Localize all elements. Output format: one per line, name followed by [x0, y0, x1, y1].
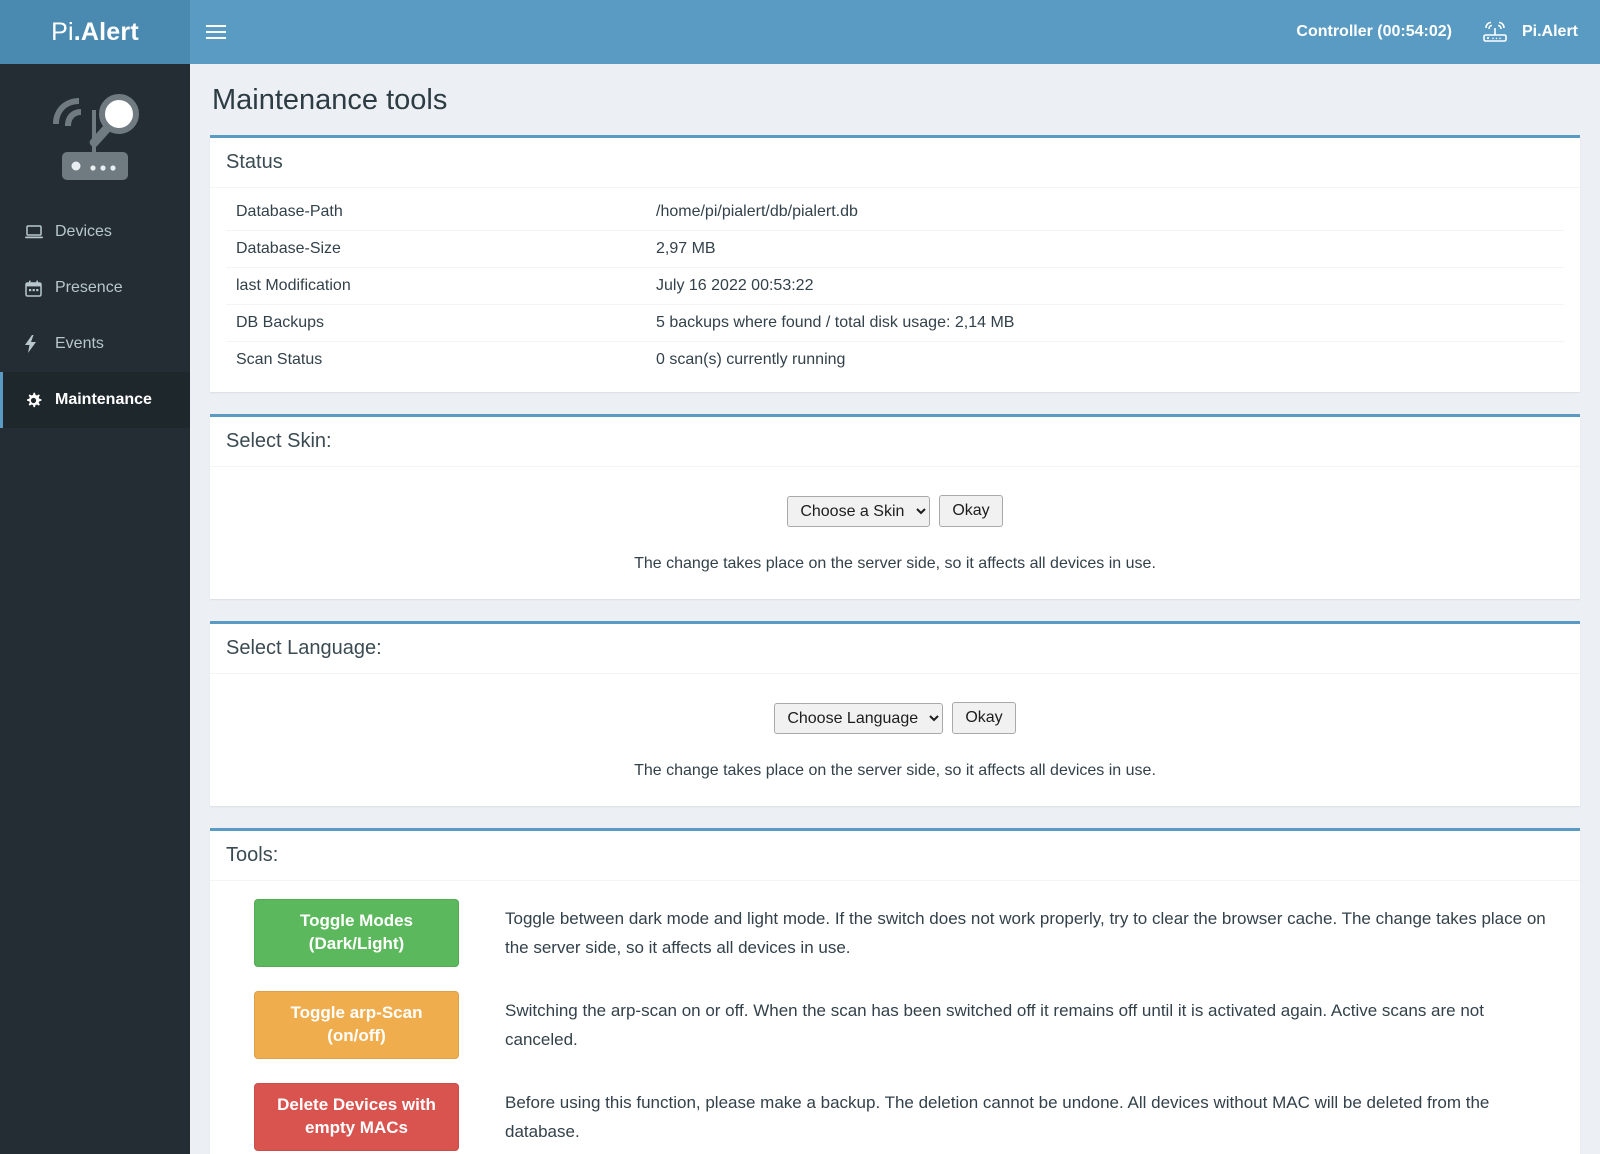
tools-body: [210, 881, 1580, 1154]
table-row: [226, 342, 1564, 379]
hamburger-icon[interactable]: [190, 0, 242, 64]
status-box-header: Status: [210, 138, 1580, 188]
brand-logo[interactable]: [0, 0, 190, 64]
select-skin-header: Select Skin:: [210, 417, 1580, 467]
status-value: 5 backups where found / total disk usage: 2,14 MB: [646, 305, 1564, 342]
select-language-header: Select Language:: [210, 624, 1580, 674]
status-box: [210, 135, 1580, 392]
language-select[interactable]: [774, 703, 943, 734]
language-controls: [226, 680, 1564, 740]
sidebar-item-label: Events: [55, 335, 104, 352]
table-row: [226, 194, 1564, 231]
status-key: last Modification: [226, 268, 646, 305]
calendar-icon: [25, 280, 51, 297]
tool-description: Switching the arp-scan on or off. When the scan has been switched off it remains off until it is activated again. Active scans are not canceled.: [505, 1001, 1484, 1049]
sidebar-item-devices[interactable]: [0, 204, 190, 260]
status-key: Scan Status: [226, 342, 646, 379]
tool-button-line1: Toggle arp-Scan: [290, 1003, 423, 1023]
status-value: 2,97 MB: [646, 231, 1564, 268]
status-key: DB Backups: [226, 305, 646, 342]
select-language-body: [210, 674, 1580, 806]
brand-light-text: Pi: [51, 17, 74, 46]
toggle-arp-scan-button[interactable]: [254, 991, 459, 1059]
brand-bold-text: .Alert: [73, 17, 139, 46]
router-scan-icon: [1480, 20, 1510, 44]
tool-row: [226, 887, 1564, 979]
table-row: [226, 231, 1564, 268]
main-content: [190, 64, 1600, 1154]
tool-row: [226, 1071, 1564, 1154]
tool-button-line2: empty MACs: [305, 1118, 408, 1137]
skin-note: The change takes place on the server side, so it affects all devices in use.: [634, 555, 1156, 572]
sidebar-item-label: Devices: [55, 223, 112, 240]
tool-row: [226, 979, 1564, 1071]
sidebar-item-label: Presence: [55, 279, 123, 296]
skin-controls: [226, 473, 1564, 533]
top-bar: [0, 0, 1600, 64]
sidebar: [0, 64, 190, 1154]
select-language-box: [210, 621, 1580, 806]
table-row: [226, 268, 1564, 305]
tool-button-line2: (on/off): [327, 1026, 386, 1045]
body-wrap: [0, 64, 1600, 1154]
sidebar-menu: [0, 204, 190, 428]
user-label[interactable]: Pi.Alert: [1521, 23, 1578, 40]
language-note: The change takes place on the server side, so it affects all devices in use.: [634, 762, 1156, 779]
skin-okay-button[interactable]: Okay: [939, 495, 1002, 527]
tool-button-line1: Toggle Modes: [299, 911, 413, 931]
delete-devices-empty-macs-button[interactable]: [254, 1083, 459, 1151]
tool-description: Before using this function, please make a backup. The deletion cannot be undone. All devices without MAC will be deleted from the database.: [505, 1093, 1490, 1141]
skin-select[interactable]: [787, 496, 930, 527]
page-title: Maintenance tools: [212, 84, 448, 116]
select-skin-box: [210, 414, 1580, 599]
status-value: July 16 2022 00:53:22: [646, 268, 1564, 305]
sidebar-item-events[interactable]: [0, 316, 190, 372]
status-box-body: [210, 188, 1580, 392]
sidebar-item-maintenance[interactable]: [0, 372, 190, 428]
status-key: Database-Size: [226, 231, 646, 268]
tool-button-line2: (Dark/Light): [308, 934, 405, 953]
status-key: Database-Path: [236, 203, 343, 220]
tools-box: [210, 828, 1580, 1154]
toggle-modes-button[interactable]: [254, 899, 459, 967]
top-nav: [190, 0, 1600, 64]
status-table: [226, 194, 1564, 378]
status-value: /home/pi/pialert/db/pialert.db: [656, 203, 858, 220]
select-skin-body: [210, 467, 1580, 599]
status-value: 0 scan(s) currently running: [646, 342, 1564, 379]
sidebar-item-label: Maintenance: [55, 391, 152, 408]
language-okay-button[interactable]: Okay: [952, 702, 1015, 734]
tools-header: Tools:: [210, 831, 1580, 881]
controller-status: Controller (00:54:02): [1296, 23, 1452, 40]
sidebar-item-presence[interactable]: [0, 260, 190, 316]
table-row: [226, 305, 1564, 342]
bolt-icon: [25, 335, 51, 353]
tool-button-line1: Delete Devices with: [277, 1095, 436, 1115]
laptop-icon: [25, 224, 51, 240]
gear-icon: [25, 392, 51, 409]
tool-description: Toggle between dark mode and light mode. If the switch does not work properly, try to clear the browser cache. The change takes place on the server side, so it affects all devices in use.: [505, 909, 1546, 957]
sidebar-logo: [0, 64, 190, 204]
